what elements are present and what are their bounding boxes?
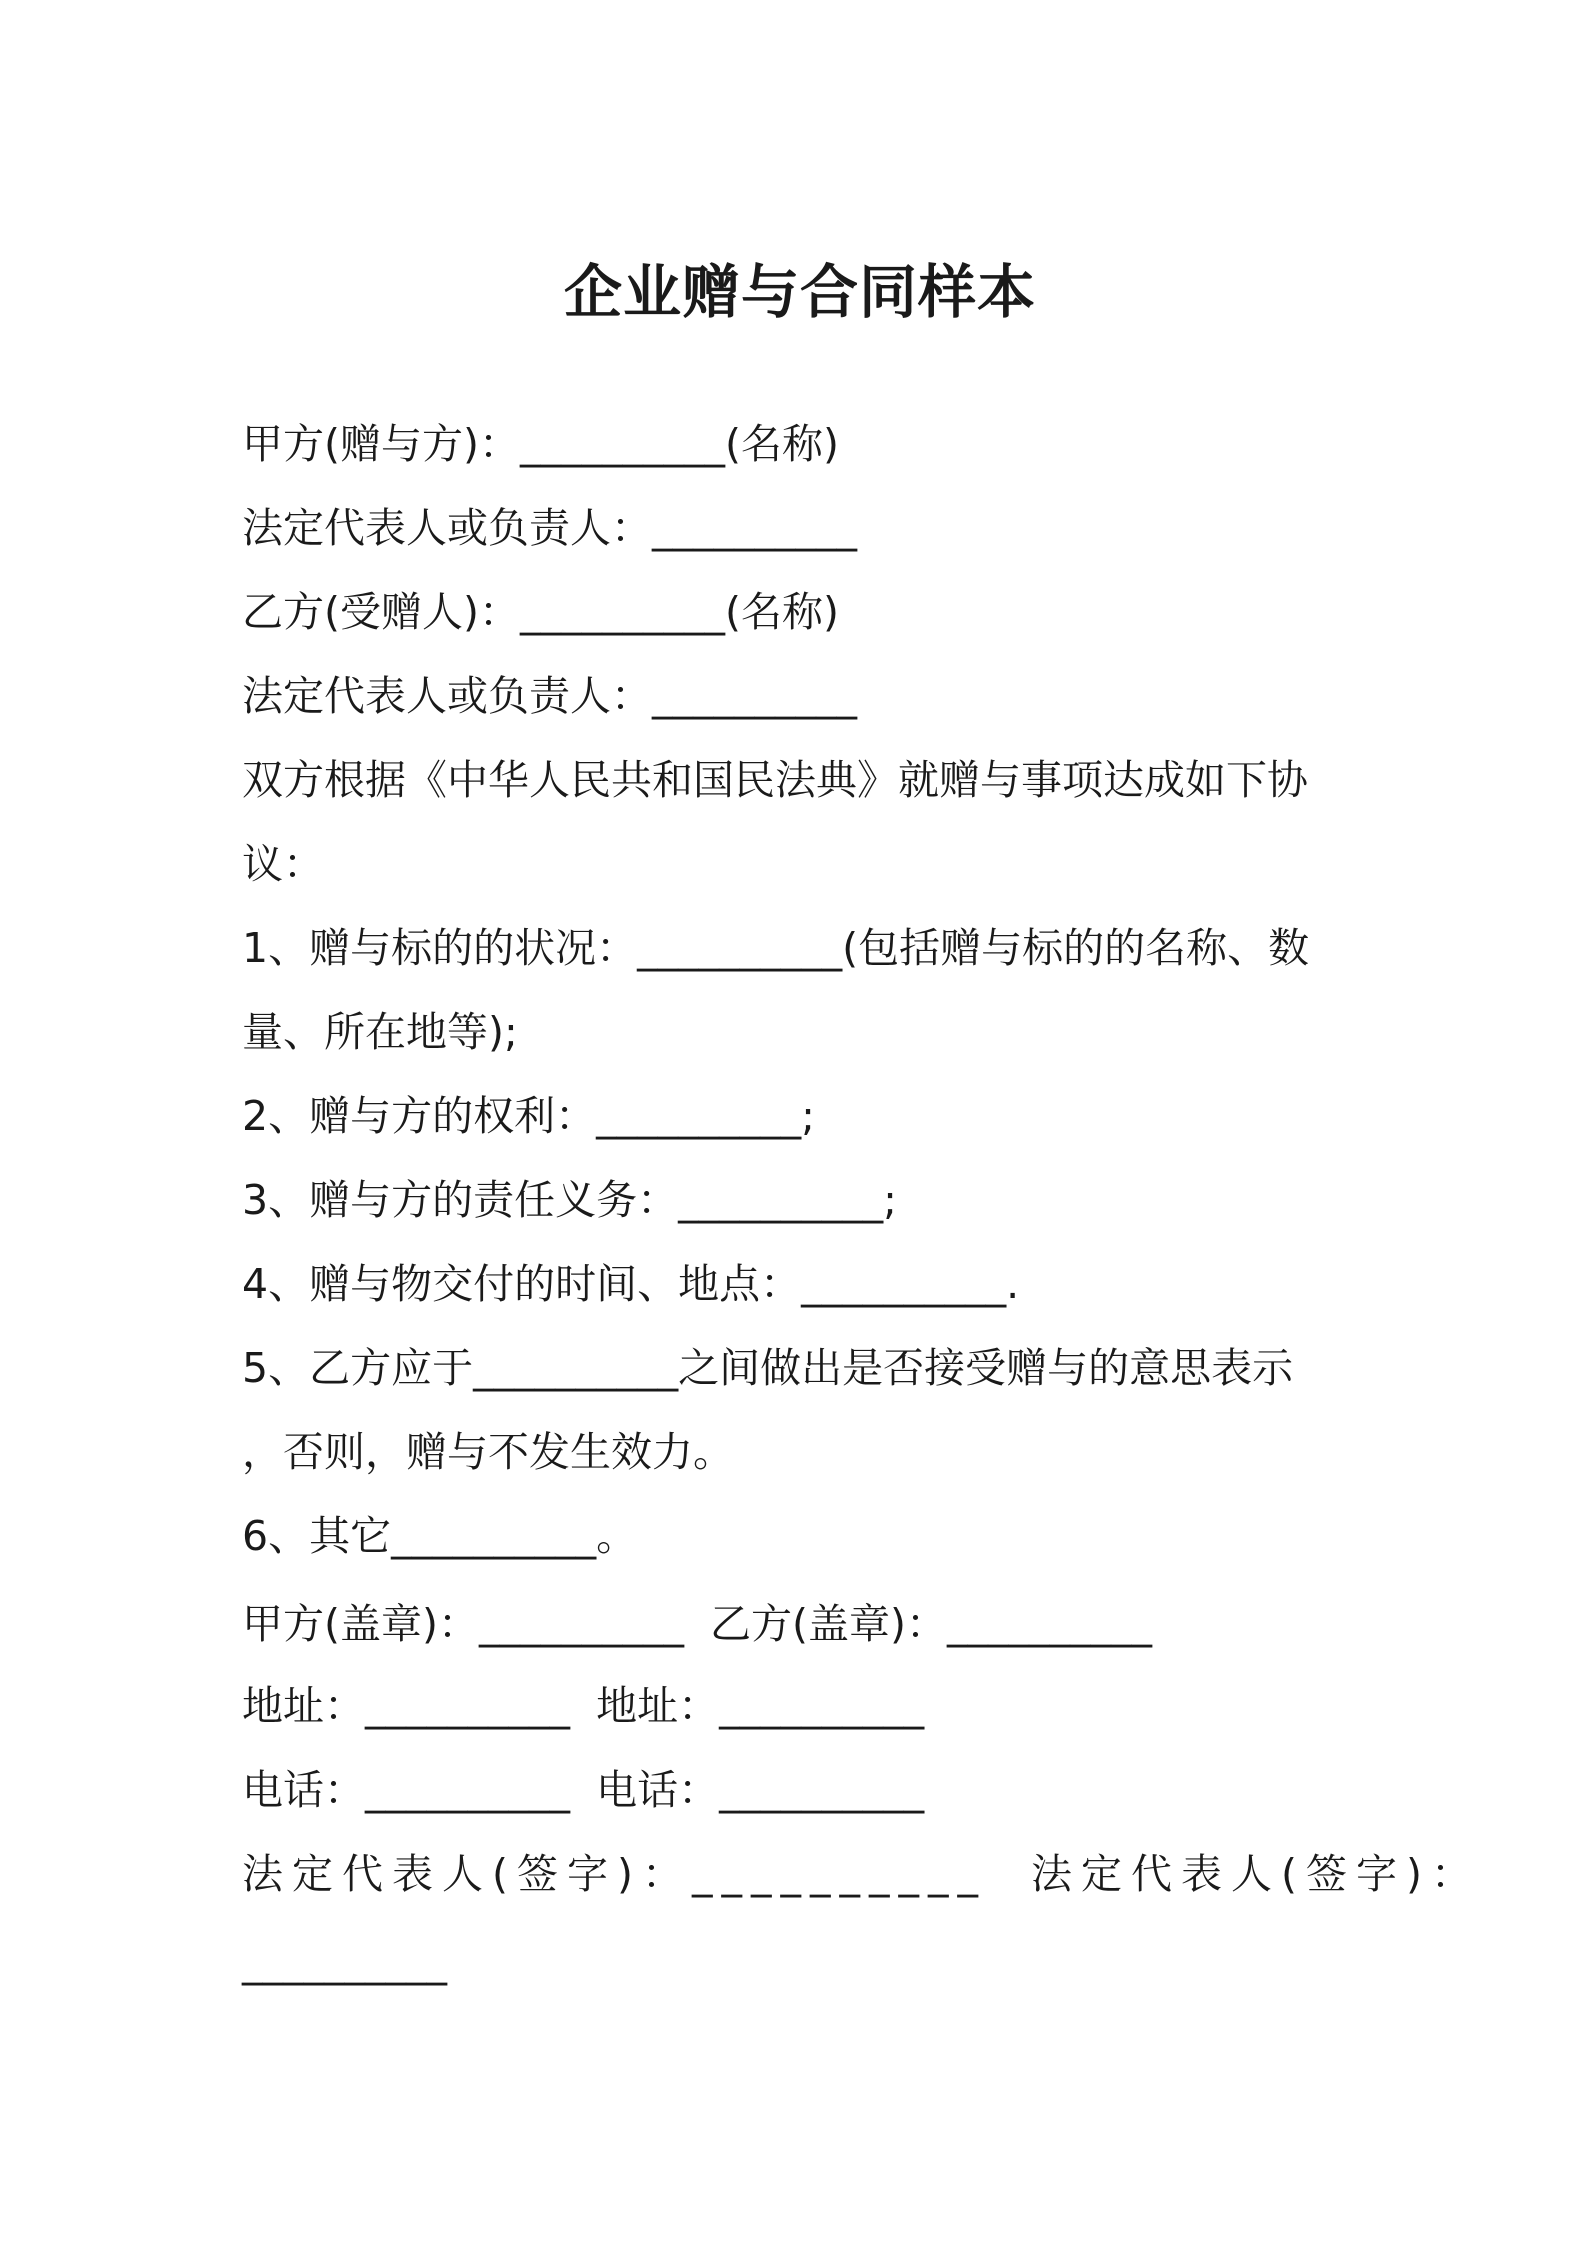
clause-5-line: 5、乙方应于__________之间做出是否接受赠与的意思表示 [242,1344,1294,1392]
legal-signature-line: 法定代表人(签字)：__________ 法定代表人(签字)： [242,1850,1482,1898]
party-b-name-line: 乙方(受赠人)：__________(名称) [242,588,839,636]
document-title: 企业赠与合同样本 [563,258,1036,326]
clause-4-line: 4、赠与物交付的时间、地点：__________. [242,1260,1020,1308]
address-line: 地址：__________ 地址：__________ [242,1682,925,1730]
clause-1-line: 1、赠与标的的状况：__________(包括赠与标的的名称、数 [242,924,1310,972]
agreement-intro-continuation: 议： [242,840,324,888]
clause-5-continuation: ，否则，赠与不发生效力。 [242,1428,734,1476]
party-b-representative-line: 法定代表人或负责人：__________ [242,672,857,720]
party-a-name-line: 甲方(赠与方)：__________(名称) [242,420,839,468]
clause-3-line: 3、赠与方的责任义务：__________; [242,1176,897,1224]
party-a-representative-line: 法定代表人或负责人：__________ [242,504,857,552]
phone-line: 电话：__________ 电话：__________ [242,1766,925,1814]
clause-1-continuation: 量、所在地等); [242,1008,518,1056]
seal-line: 甲方(盖章)：__________ 乙方(盖章)：__________ [242,1600,1153,1648]
legal-signature-blank: __________ [242,1938,447,1986]
agreement-intro-line: 双方根据《中华人民共和国民法典》就赠与事项达成如下协 [242,756,1308,804]
clause-6-line: 6、其它__________。 [242,1512,638,1560]
clause-2-line: 2、赠与方的权利：__________; [242,1092,815,1140]
